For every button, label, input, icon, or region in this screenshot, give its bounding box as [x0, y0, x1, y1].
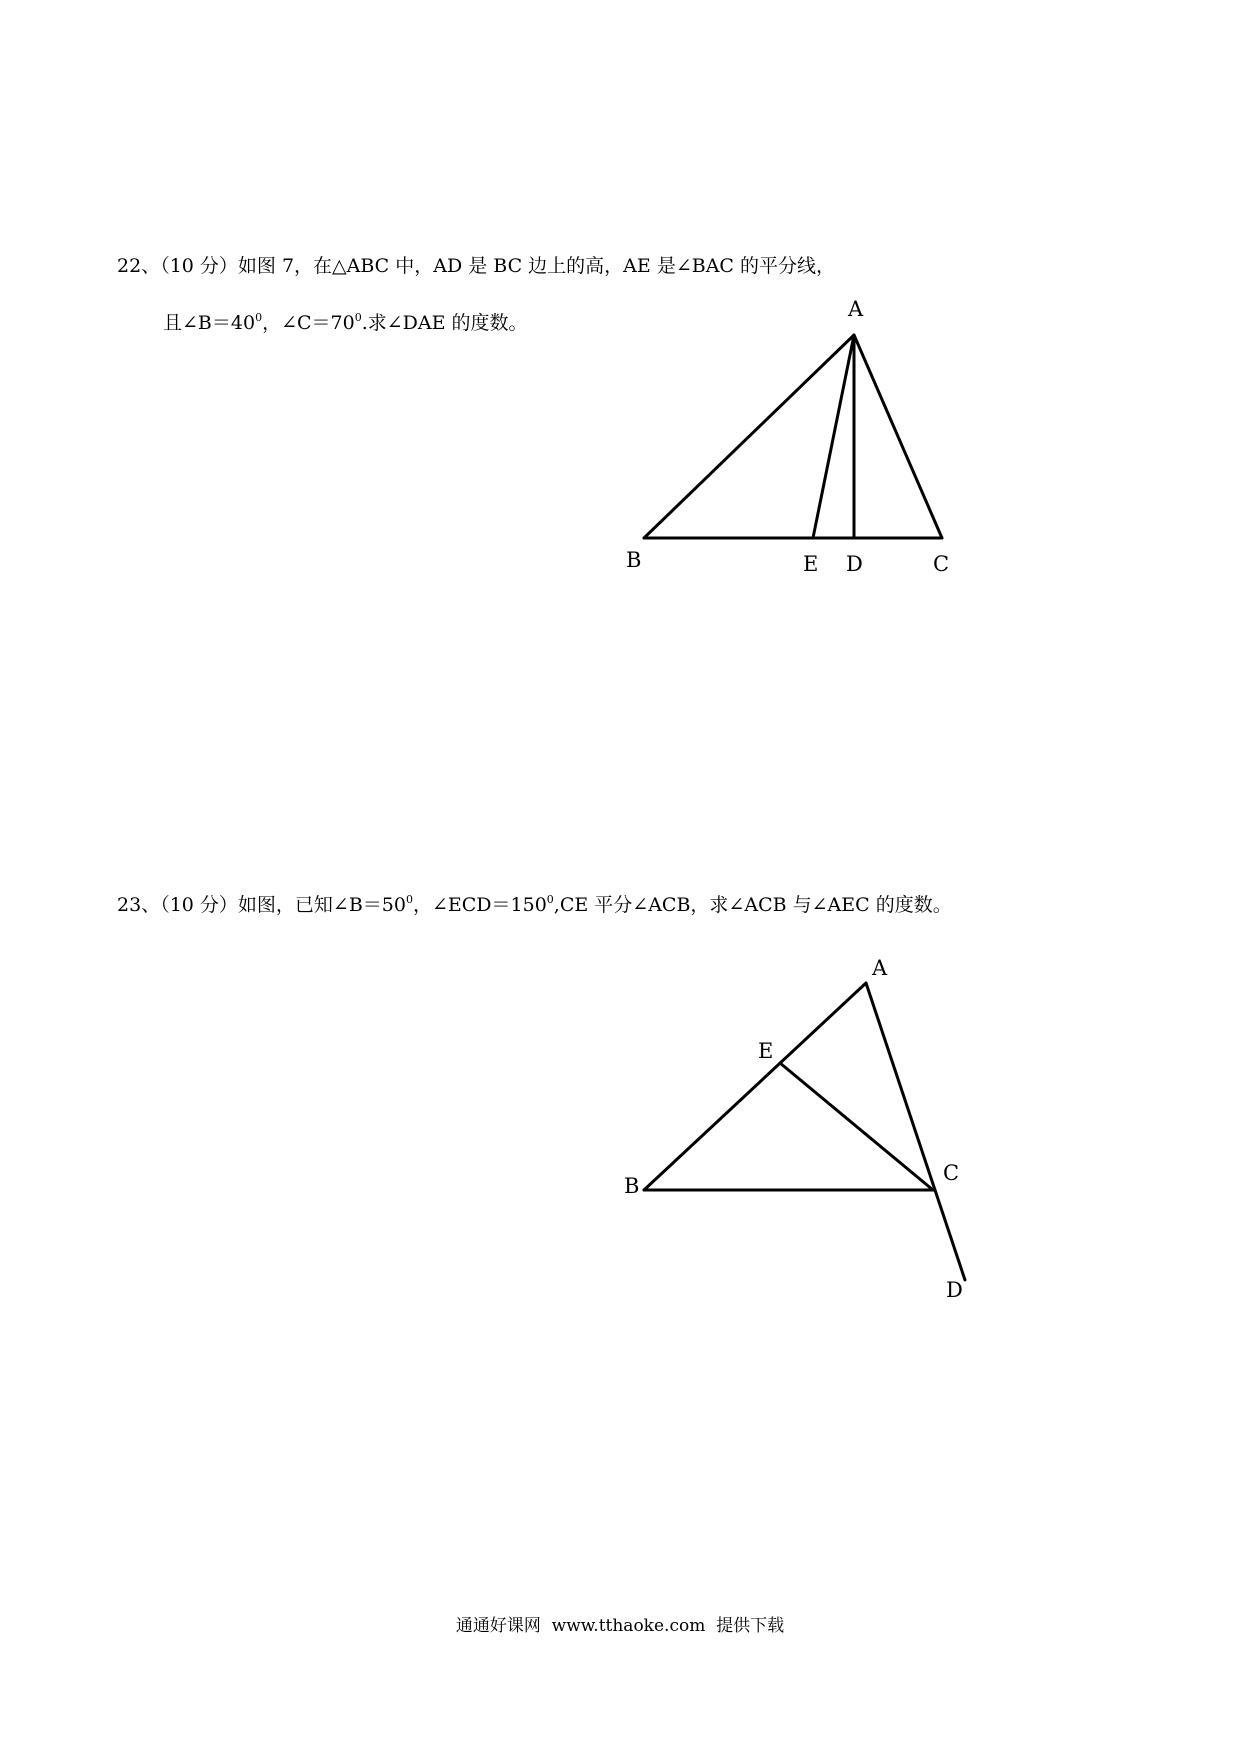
figure-23-triangle: [600, 955, 980, 1305]
footer-suffix: 提供下载: [716, 1616, 785, 1636]
footer-site-name: 通通好课网: [455, 1616, 541, 1636]
question-22-points: （10 分）: [160, 255, 238, 277]
question-23-angle-b: 如图，已知∠B＝50: [237, 894, 406, 916]
vertex-label-a: A: [872, 956, 888, 980]
question-22-text-a: 如图 7，在△ABC 中，AD 是 BC 边上的高，AE 是∠BAC 的平分线，: [237, 255, 835, 277]
vertex-label-b: B: [626, 548, 642, 572]
segment-ec: [780, 1063, 933, 1190]
segment-ab: [644, 335, 854, 538]
question-23-angle-ecd: ，∠ECD＝150: [412, 894, 547, 916]
vertex-label-c: C: [933, 552, 950, 576]
degree-superscript: 0: [546, 893, 554, 906]
question-22-ask: .求∠DAE 的度数。: [361, 312, 528, 334]
segment-ae: [813, 335, 854, 538]
vertex-label-e: E: [803, 552, 819, 576]
vertex-label-c: C: [943, 1161, 960, 1185]
page-footer: [0, 1615, 1240, 1637]
degree-superscript: 0: [405, 893, 413, 906]
degree-superscript: 0: [354, 311, 362, 324]
segment-ac: [854, 335, 942, 538]
question-22-angle-b: 且∠B＝40: [163, 312, 256, 334]
segment-ab: [644, 983, 866, 1190]
question-23-points: （10 分）: [160, 894, 238, 916]
question-23-number: 23、: [117, 894, 161, 916]
question-22-line-1: [117, 254, 835, 278]
vertex-label-e: E: [758, 1039, 774, 1063]
vertex-label-b: B: [624, 1174, 640, 1198]
vertex-label-d: D: [846, 552, 863, 576]
vertex-label-a: A: [848, 297, 864, 321]
figure-7-triangle: [600, 290, 980, 580]
vertex-label-d: D: [946, 1278, 963, 1302]
question-22-number: 22、: [117, 255, 161, 277]
question-23-ask: ,CE 平分∠ACB，求∠ACB 与∠AEC 的度数。: [553, 894, 952, 916]
degree-superscript: 0: [255, 311, 263, 324]
question-22-line-2: [163, 311, 528, 335]
footer-url[interactable]: www.tthaoke.com: [551, 1616, 706, 1636]
segment-ad: [866, 983, 965, 1280]
question-22-angle-c: ，∠C＝70: [262, 312, 355, 334]
question-23-line-1: [117, 893, 952, 917]
